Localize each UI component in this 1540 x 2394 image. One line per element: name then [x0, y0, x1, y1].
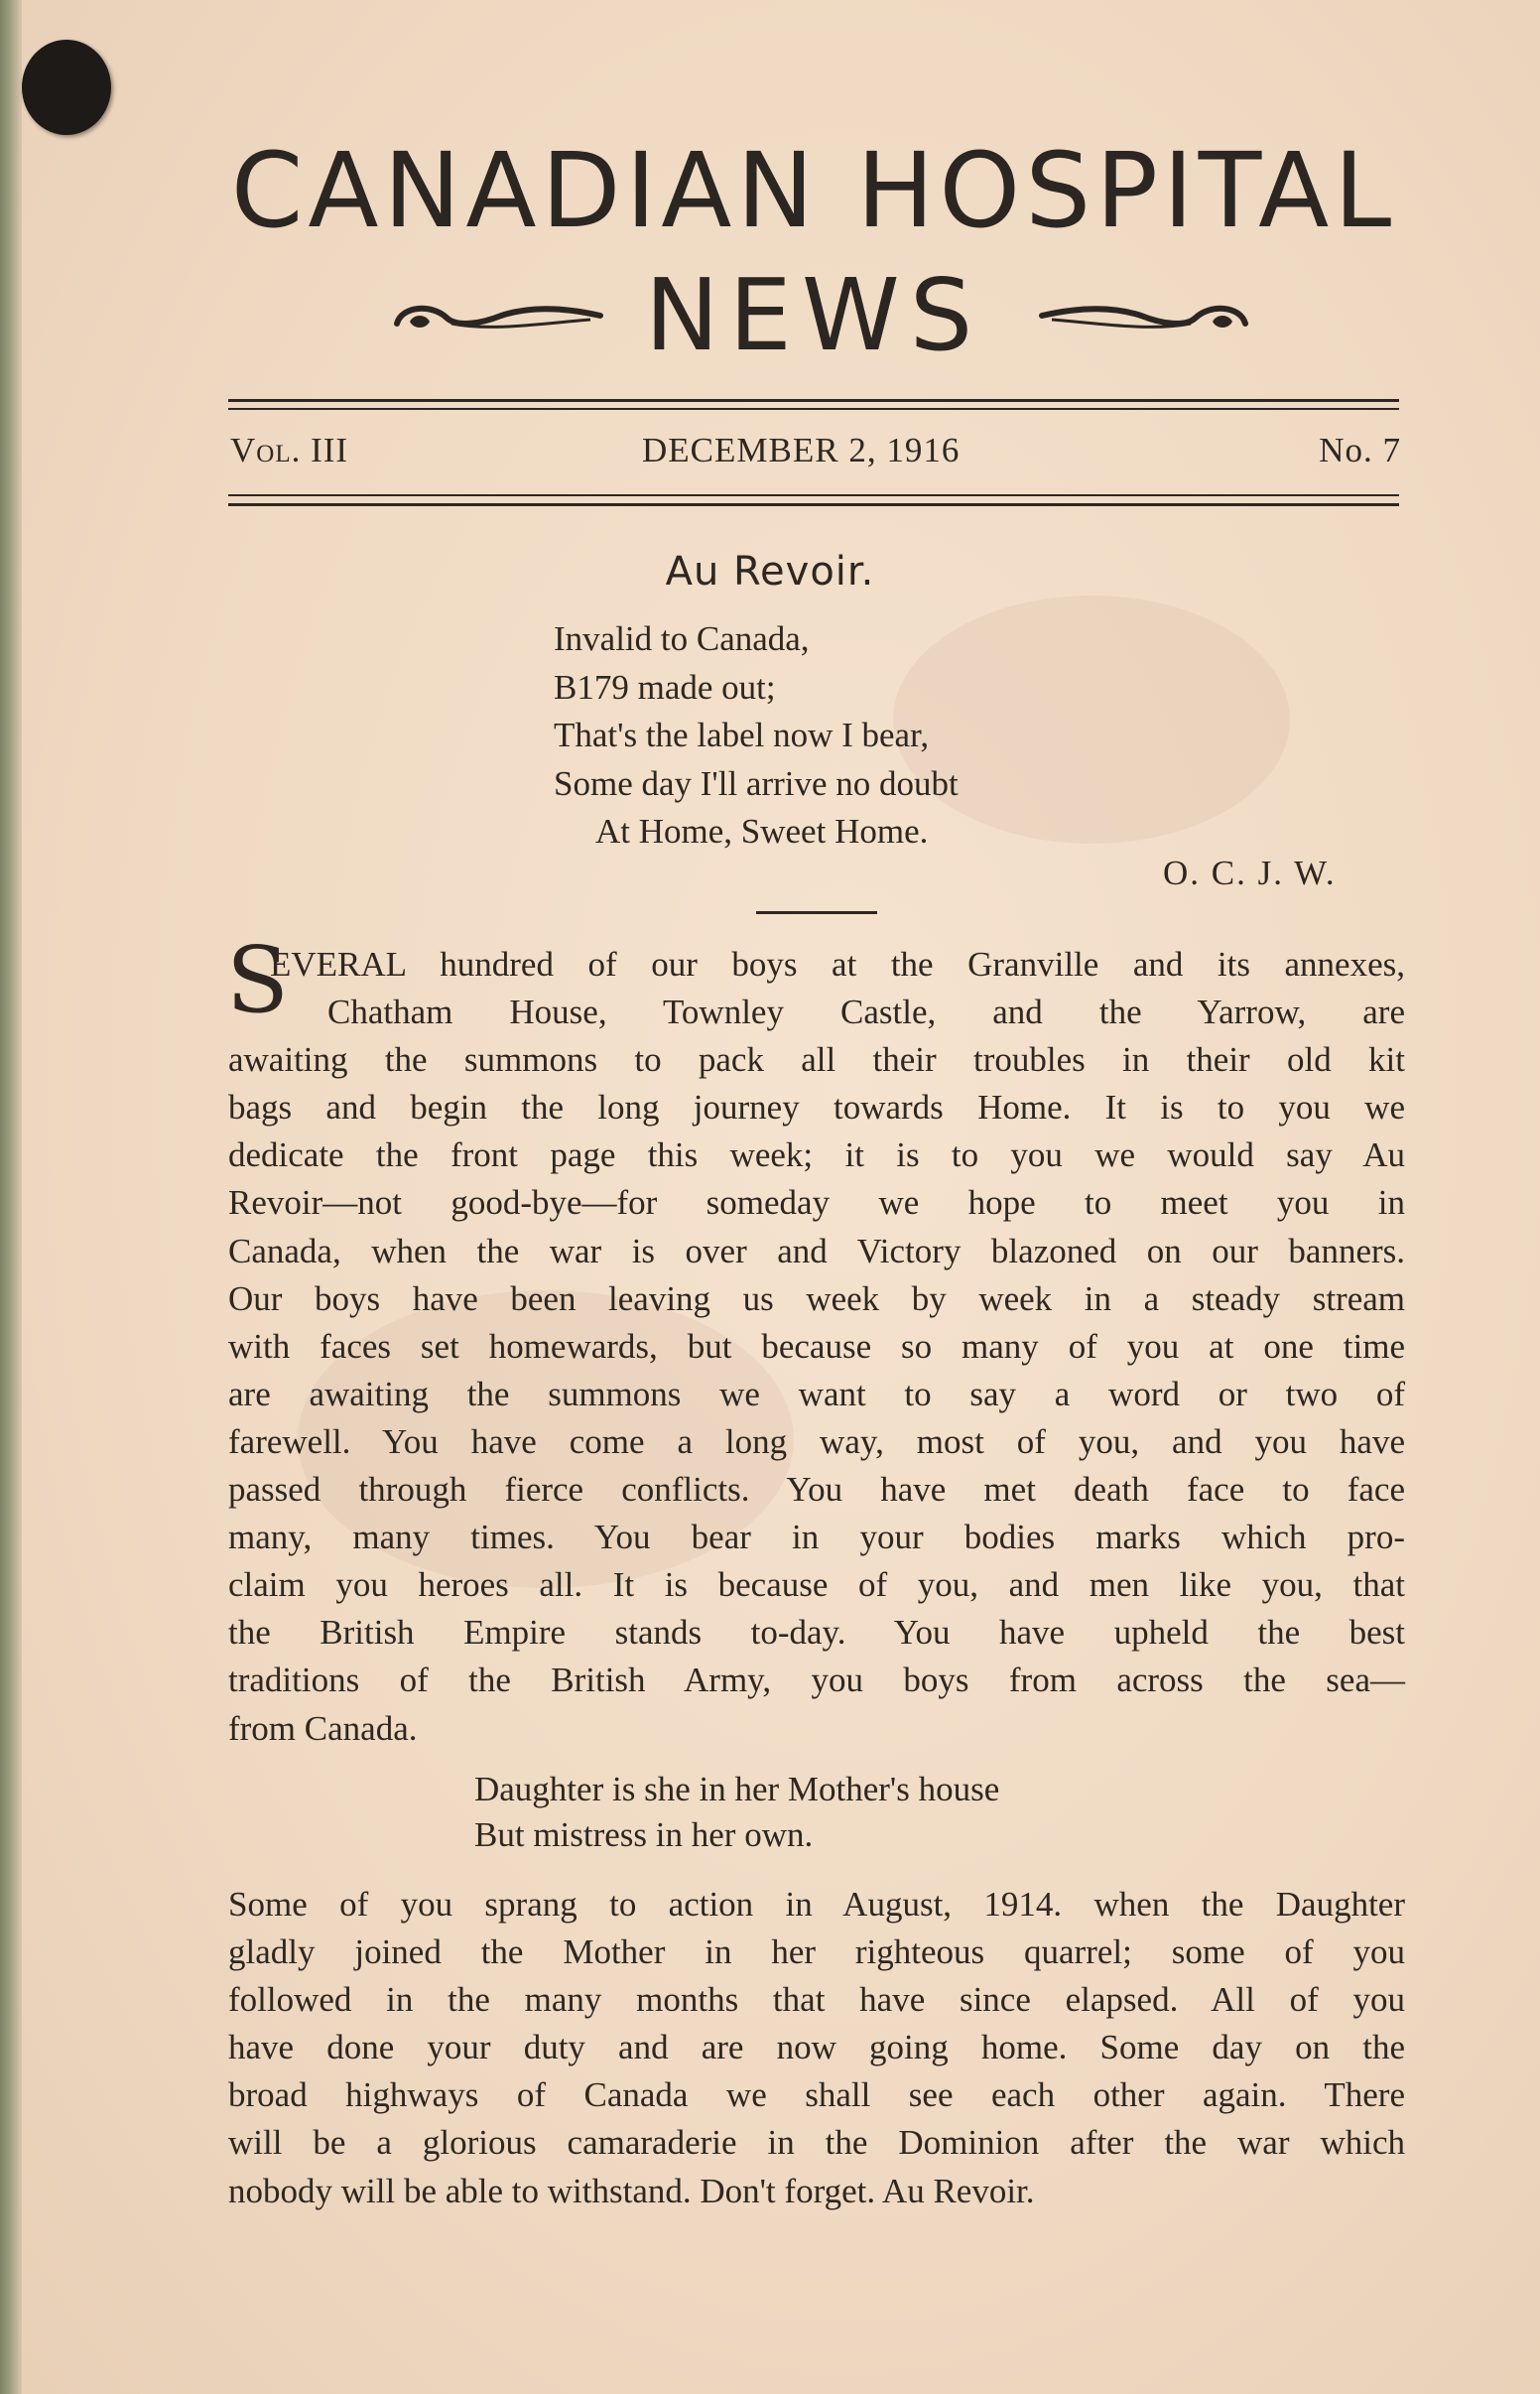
text-line: Chatham House, Townley Castle, and the Yarrow, are — [327, 993, 1405, 1032]
issue-date: DECEMBER 2, 1916 — [642, 431, 961, 469]
poem-line: Invalid to Canada, — [554, 619, 810, 658]
poem-signature: O. C. J. W. — [1163, 854, 1337, 892]
text-line: have done your duty and are now going home. Some day on the — [228, 2028, 1405, 2067]
text-line: traditions of the British Army, you boys from across the sea— — [228, 1661, 1405, 1700]
article-paragraph-2 — [228, 1881, 1405, 2215]
poem-line: B179 made out; — [554, 667, 776, 707]
header-rule-top — [228, 399, 1399, 402]
text-line: passed through fierce conflicts. You have met death face to face — [228, 1470, 1405, 1510]
drop-cap: S — [226, 927, 290, 1033]
text-line: dedicate the front page this week; it is to you we would say Au — [228, 1135, 1405, 1175]
right-flourish-ornament — [1037, 294, 1250, 343]
text-line: Our boys have been leaving us week by week in a steady stream — [228, 1278, 1405, 1318]
text-line: EVERAL hundred of our boys at the Granville and its annexes, — [270, 945, 1405, 984]
text-line: Revoir—not good-bye—for someday we hope to meet you in — [228, 1183, 1405, 1223]
text-line: gladly joined the Mother in her righteous quarrel; some of you — [228, 1932, 1405, 1972]
text-line: Canada, when the war is over and Victory blazoned on our banners. — [228, 1231, 1405, 1270]
text-line: with faces set homewards, but because so many of you at one time — [228, 1326, 1405, 1366]
text-line: farewell. You have come a long way, most of you, and you have — [228, 1421, 1405, 1461]
poem — [554, 615, 959, 857]
poem-line: That's the label now I bear, — [554, 716, 930, 754]
text-line: are awaiting the summons we want to say a word or two of — [228, 1374, 1405, 1413]
binding-edge — [0, 0, 22, 2394]
masthead-news-row — [228, 257, 1399, 375]
quotation — [474, 1767, 999, 1858]
text-line: will be a glorious camaraderie in the Dominion after the war which — [228, 2123, 1405, 2163]
poem-line: At Home, Sweet Home. — [595, 812, 929, 851]
text-line: nobody will be able to withstand. Don't forget. Au Revoir. — [228, 2171, 1035, 2210]
text-line: claim you heroes all. It is because of you, and men like you, that — [228, 1565, 1405, 1605]
issue-number: No. 7 — [1319, 431, 1401, 469]
header-rule-bottom — [228, 503, 1399, 506]
text-line: followed in the many months that have since elapsed. All of you — [228, 1980, 1405, 2020]
quote-line: Daughter is she in her Mother's house — [474, 1770, 1000, 1808]
text-line: the British Empire stands to-day. You have upheld the best — [228, 1613, 1405, 1653]
text-line: awaiting the summons to pack all their troubles in their old kit — [228, 1040, 1405, 1080]
text-line: bags and begin the long journey towards Home. It is to you we — [228, 1088, 1405, 1128]
poem-title: Au Revoir. — [665, 549, 875, 595]
section-divider — [756, 911, 877, 914]
article-paragraph-1 — [228, 941, 1405, 1753]
masthead-title: CANADIAN HOSPITAL — [230, 130, 1397, 251]
masthead-subtitle: NEWS — [644, 257, 983, 373]
header-rule-top-thin — [228, 408, 1399, 410]
poem-line: Some day I'll arrive no doubt — [554, 763, 959, 803]
text-line: from Canada. — [228, 1708, 418, 1748]
quote-line: But mistress in her own. — [474, 1815, 814, 1854]
header-rule-bottom-thin — [228, 494, 1399, 496]
volume-label: Vol. III — [230, 431, 349, 469]
issue-info-row — [230, 427, 1401, 474]
text-line: broad highways of Canada we shall see each other again. There — [228, 2075, 1405, 2115]
text-line: Some of you sprang to action in August, 1914. when the Daughter — [228, 1885, 1405, 1924]
text-line: many, many times. You bear in your bodies marks which pro- — [228, 1518, 1405, 1557]
punch-hole — [22, 40, 111, 135]
